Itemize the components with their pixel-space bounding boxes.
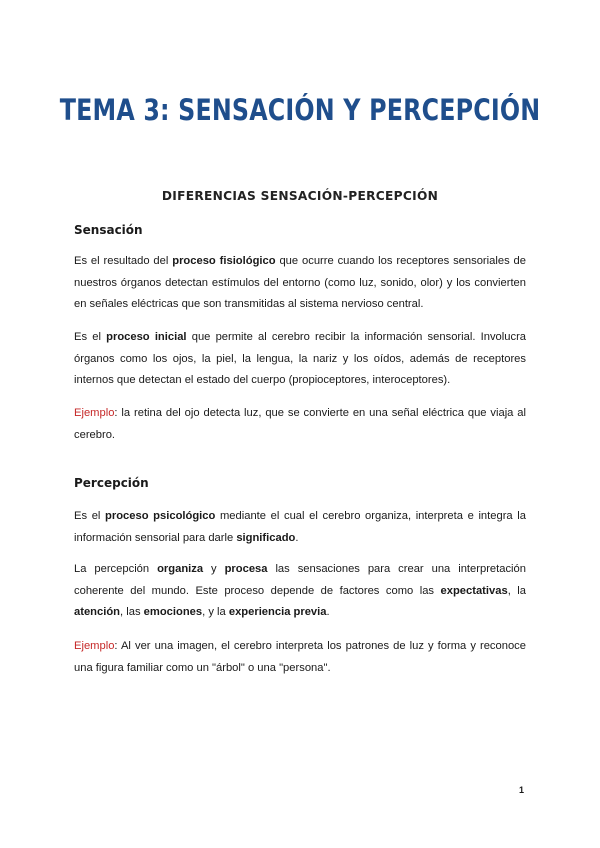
bold-term: proceso fisiológico bbox=[172, 255, 276, 267]
bold-term: procesa bbox=[224, 563, 268, 575]
paragraph-percepcion-definition: Es el proceso psicológico mediante el cual el cerebro organiza, interpreta e integra la información sensorial para darle significado. bbox=[74, 510, 526, 544]
bold-term: emociones bbox=[143, 606, 203, 618]
paragraph-percepcion-example: Ejemplo: Al ver una imagen, el cerebro interpreta los patrones de luz y forma y reconoce una figura familiar como un "árbol" o una "persona". bbox=[74, 640, 526, 674]
bold-term: atención bbox=[74, 606, 121, 618]
paragraph-percepcion-factors: La percepción organiza y procesa las sensaciones para crear una interpretación coherente del mundo. Este proceso depende de factores como las expectativas, la atención, las emociones, y la experiencia previa. bbox=[74, 563, 526, 618]
bold-term: expectativas bbox=[440, 584, 508, 597]
bold-term: organiza bbox=[157, 563, 204, 575]
example-label: Ejemplo bbox=[74, 407, 115, 419]
paragraph-sensacion-definition: Es el resultado del proceso fisiológico que ocurre cuando los receptores sensoriales de nuestros órganos detectan estímulos del entorno (como luz, sonido, olor) y los convierten en señales eléctricas que son transmitidas al sistema nervioso central. bbox=[74, 255, 526, 310]
page-number: 1 bbox=[519, 785, 525, 795]
bold-term: experiencia previa bbox=[228, 606, 327, 618]
example-label: Ejemplo bbox=[74, 640, 115, 652]
heading-sensacion: Sensación bbox=[74, 223, 143, 237]
paragraph-sensacion-proceso-inicial: Es el proceso inicial que permite al cerebro recibir la información sensorial. Involucra órganos como los ojos, la piel, la lengua, la nariz y los oídos, además de receptores internos que detectan el estado del cuerpo (propioceptores, interoceptores). bbox=[74, 331, 527, 386]
bold-term: significado bbox=[236, 531, 296, 544]
section-subtitle: DIFERENCIAS SENSACIÓN-PERCEPCIÓN bbox=[161, 189, 439, 203]
bold-term: proceso psicológico bbox=[105, 510, 216, 522]
heading-percepcion: Percepción bbox=[74, 476, 149, 490]
page-title: TEMA 3: SENSACIÓN Y PERCEPCIÓN bbox=[59, 93, 541, 127]
bold-term: proceso inicial bbox=[106, 331, 187, 343]
paragraph-sensacion-example: Ejemplo: la retina del ojo detecta luz, que se convierte en una señal eléctrica que viaja al cerebro. bbox=[74, 407, 526, 441]
